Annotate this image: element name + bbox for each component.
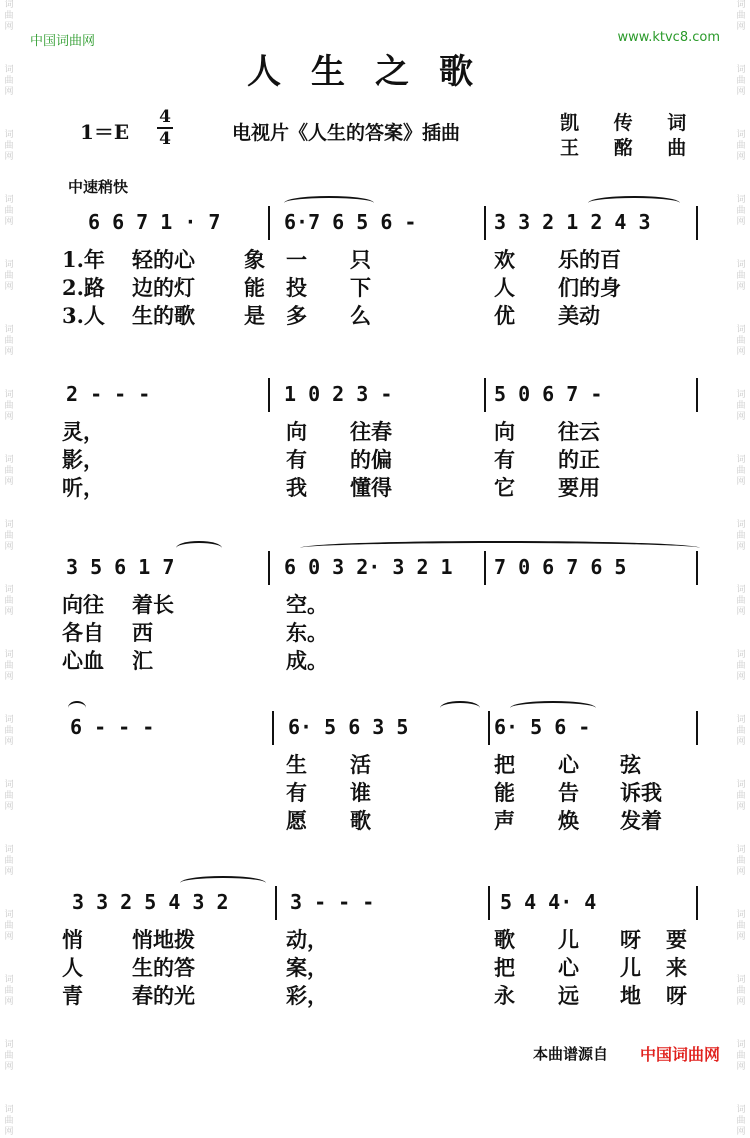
score-system xyxy=(0,200,750,380)
barline xyxy=(275,886,277,920)
watermark-text: 词曲网 xyxy=(736,325,746,357)
measure-notes: 5 0 6 7 - xyxy=(494,382,603,406)
watermark-text: 词曲网 xyxy=(4,975,14,1007)
lyric-syllable: 投 xyxy=(286,275,307,300)
lyric-syllable: 发着 xyxy=(620,808,662,833)
lyric-syllable: 欢 xyxy=(494,247,515,272)
composer-credit: 王 酩 曲 xyxy=(560,137,701,159)
barline xyxy=(484,551,486,585)
tempo-marking: 中速稍快 xyxy=(68,178,129,196)
lyric-syllable: 人 xyxy=(62,955,83,980)
lyric-syllable: 向往 xyxy=(62,592,104,617)
slur-mark xyxy=(180,876,266,890)
lyric-syllable: 下 xyxy=(350,275,371,300)
lyric-syllable: 弦 xyxy=(620,752,641,777)
footer-source-label: 本曲谱源自 xyxy=(532,1045,608,1063)
slur-mark xyxy=(176,541,222,555)
watermark-text: 词曲网 xyxy=(4,520,14,552)
score-system xyxy=(0,880,750,1060)
watermark-text: 词曲网 xyxy=(4,260,14,292)
lyric-syllable: 各自 xyxy=(62,620,104,645)
lyric-syllable: 活 xyxy=(350,752,371,777)
watermark-text: 词曲网 xyxy=(736,1040,746,1072)
lyric-syllable: 象 xyxy=(244,247,265,272)
watermark-text: 词曲网 xyxy=(4,1105,14,1137)
lyric-syllable: 声 xyxy=(494,808,515,833)
barline xyxy=(696,206,698,240)
lyric-syllable: 乐的百 xyxy=(558,247,621,272)
site-url-right: www.ktvc8.com xyxy=(617,30,720,45)
slur-mark xyxy=(588,196,680,210)
watermark-text: 词曲网 xyxy=(4,455,14,487)
lyric-syllable: 愿 xyxy=(286,808,307,833)
watermark-text: 词曲网 xyxy=(736,260,746,292)
lyric-syllable: 西 xyxy=(132,620,153,645)
lyric-syllable: 把 xyxy=(494,955,515,980)
barline xyxy=(268,551,270,585)
lyric-syllable: 来 xyxy=(666,955,687,980)
watermark-text: 词曲网 xyxy=(4,130,14,162)
measure-notes: 3 5 6 1 7 xyxy=(66,555,175,579)
measure-notes: 6 6 7 1 · 7 xyxy=(88,210,221,234)
lyric-syllable: 向 xyxy=(494,419,515,444)
lyric-syllable: 悄 xyxy=(62,927,83,952)
lyric-syllable: 轻的心 xyxy=(132,247,195,272)
song-title: 人生之歌 xyxy=(247,52,503,92)
watermark-text: 词曲网 xyxy=(736,0,746,32)
watermark-text: 词曲网 xyxy=(4,585,14,617)
measure-notes: 5 4 4· 4 xyxy=(500,890,597,914)
slur-mark xyxy=(440,701,480,715)
lyric-syllable: 一 xyxy=(286,247,307,272)
measure-notes: 3 3 2 5 4 3 2 xyxy=(72,890,229,914)
barline xyxy=(488,711,490,745)
slur-mark xyxy=(510,701,596,715)
watermark-text: 词曲网 xyxy=(736,845,746,877)
lyric-syllable: 生的答 xyxy=(132,955,195,980)
slur-mark xyxy=(300,541,700,555)
lyric-syllable: 影， xyxy=(62,447,104,472)
lyric-syllable: 着长 xyxy=(132,592,174,617)
song-subtitle: 电视片《人生的答案》插曲 xyxy=(232,122,461,144)
lyric-syllable: 人 xyxy=(494,275,515,300)
lyric-syllable: 心血 xyxy=(62,648,104,673)
lyric-syllable: 的偏 xyxy=(350,447,392,472)
lyric-syllable: 永 xyxy=(494,983,515,1008)
lyric-syllable: 有 xyxy=(286,447,307,472)
watermark-text: 词曲网 xyxy=(736,715,746,747)
site-name-left: 中国词曲网 xyxy=(30,34,96,49)
watermark-text: 词曲网 xyxy=(4,0,14,32)
lyric-syllable: 儿 xyxy=(620,955,641,980)
watermark-text: 词曲网 xyxy=(4,780,14,812)
lyric-syllable: 彩， xyxy=(286,983,328,1008)
measure-notes: 7 0 6 7 6 5 xyxy=(494,555,627,579)
lyric-syllable: 它 xyxy=(494,475,515,500)
score-system xyxy=(0,705,750,885)
lyric-syllable: 悄地拨 xyxy=(132,927,195,952)
watermark-text: 词曲网 xyxy=(4,390,14,422)
lyric-syllable: 1.年 xyxy=(62,247,105,272)
lyric-syllable: 3.人 xyxy=(62,303,105,328)
watermark-text: 词曲网 xyxy=(4,1040,14,1072)
watermark-text: 词曲网 xyxy=(736,520,746,552)
measure-notes: 6· 5 6 - xyxy=(494,715,591,739)
watermark-text: 词曲网 xyxy=(736,1105,746,1137)
watermark-text: 词曲网 xyxy=(4,910,14,942)
lyric-syllable: 东。 xyxy=(286,620,328,645)
measure-notes: 2 - - - xyxy=(66,382,151,406)
lyric-syllable: 青 xyxy=(62,983,83,1008)
measure-notes: 3 3 2 1 2 4 3 xyxy=(494,210,651,234)
time-numerator: 4 xyxy=(159,107,171,127)
lyric-syllable: 生 xyxy=(286,752,307,777)
lyric-syllable: 往春 xyxy=(350,419,392,444)
watermark-text: 词曲网 xyxy=(4,65,14,97)
measure-notes: 6·7 6 5 6 - xyxy=(284,210,417,234)
lyric-syllable: 歌 xyxy=(350,808,371,833)
lyric-syllable: 我 xyxy=(286,475,307,500)
lyric-syllable: 往云 xyxy=(558,419,600,444)
lyric-syllable: 灵， xyxy=(62,419,104,444)
lyric-syllable: 懂得 xyxy=(350,475,392,500)
lyric-syllable: 听， xyxy=(62,475,104,500)
lyricist-credit: 凯 传 词 xyxy=(560,112,701,134)
watermark-text: 词曲网 xyxy=(4,325,14,357)
lyric-syllable: 2.路 xyxy=(62,275,105,300)
watermark-text: 词曲网 xyxy=(4,715,14,747)
watermark-text: 词曲网 xyxy=(4,845,14,877)
measure-notes: 3 - - - xyxy=(290,890,375,914)
key-signature: 1＝E xyxy=(80,120,130,144)
lyric-syllable: 能 xyxy=(244,275,265,300)
lyric-syllable: 多 xyxy=(286,303,307,328)
watermark-text: 词曲网 xyxy=(736,650,746,682)
watermark-text: 词曲网 xyxy=(736,975,746,1007)
lyric-syllable: 要 xyxy=(666,927,687,952)
lyric-syllable: 是 xyxy=(244,303,265,328)
watermark-text: 词曲网 xyxy=(736,780,746,812)
watermark-text: 词曲网 xyxy=(736,455,746,487)
barline xyxy=(268,378,270,412)
watermark-text: 词曲网 xyxy=(736,65,746,97)
time-denominator: 4 xyxy=(159,129,171,149)
lyric-syllable: 美动 xyxy=(558,303,600,328)
lyric-syllable: 有 xyxy=(286,780,307,805)
lyric-syllable: 地 xyxy=(620,983,641,1008)
lyric-syllable: 呀 xyxy=(666,983,687,1008)
lyric-syllable: 心 xyxy=(558,752,579,777)
barline xyxy=(268,206,270,240)
barline xyxy=(696,551,698,585)
lyric-syllable: 的正 xyxy=(558,447,600,472)
measure-notes: 6 - - - xyxy=(70,715,155,739)
lyric-syllable: 焕 xyxy=(558,808,579,833)
barline xyxy=(696,378,698,412)
barline xyxy=(484,206,486,240)
lyric-syllable: 把 xyxy=(494,752,515,777)
slur-mark xyxy=(284,196,374,210)
lyric-syllable: 空。 xyxy=(286,592,328,617)
lyric-syllable: 心 xyxy=(558,955,579,980)
lyric-syllable: 儿 xyxy=(558,927,579,952)
lyric-syllable: 歌 xyxy=(494,927,515,952)
footer-source-site: 中国词曲网 xyxy=(639,1045,720,1064)
watermark-text: 词曲网 xyxy=(736,910,746,942)
lyric-syllable: 告 xyxy=(558,780,579,805)
barline xyxy=(488,886,490,920)
lyric-syllable: 成。 xyxy=(286,648,328,673)
watermark-text: 词曲网 xyxy=(736,195,746,227)
lyric-syllable: 诉我 xyxy=(620,780,662,805)
lyric-syllable: 谁 xyxy=(350,780,371,805)
barline xyxy=(696,886,698,920)
slur-mark xyxy=(68,701,86,715)
lyric-syllable: 么 xyxy=(350,303,371,328)
lyric-syllable: 呀 xyxy=(620,927,641,952)
watermark-text: 词曲网 xyxy=(736,585,746,617)
score-system xyxy=(0,545,750,725)
score-system xyxy=(0,372,750,552)
watermark-text: 词曲网 xyxy=(4,650,14,682)
lyric-syllable: 边的灯 xyxy=(132,275,195,300)
lyric-syllable: 们的身 xyxy=(558,275,621,300)
barline xyxy=(272,711,274,745)
lyric-syllable: 案， xyxy=(286,955,328,980)
lyric-syllable: 要用 xyxy=(558,475,600,500)
barline xyxy=(696,711,698,745)
measure-notes: 1 0 2 3 - xyxy=(284,382,393,406)
lyric-syllable: 生的歌 xyxy=(132,303,195,328)
lyric-syllable: 春的光 xyxy=(132,983,195,1008)
time-signature xyxy=(157,108,173,148)
lyric-syllable: 汇 xyxy=(132,648,153,673)
lyric-syllable: 动， xyxy=(286,927,328,952)
watermark-text: 词曲网 xyxy=(736,390,746,422)
lyric-syllable: 优 xyxy=(494,303,515,328)
lyric-syllable: 只 xyxy=(350,247,371,272)
watermark-text: 词曲网 xyxy=(736,130,746,162)
barline xyxy=(484,378,486,412)
watermark-text: 词曲网 xyxy=(4,195,14,227)
lyric-syllable: 向 xyxy=(286,419,307,444)
measure-notes: 6 0 3 2· 3 2 1 xyxy=(284,555,453,579)
lyric-syllable: 远 xyxy=(558,983,579,1008)
measure-notes: 6· 5 6 3 5 xyxy=(288,715,409,739)
lyric-syllable: 有 xyxy=(494,447,515,472)
lyric-syllable: 能 xyxy=(494,780,515,805)
